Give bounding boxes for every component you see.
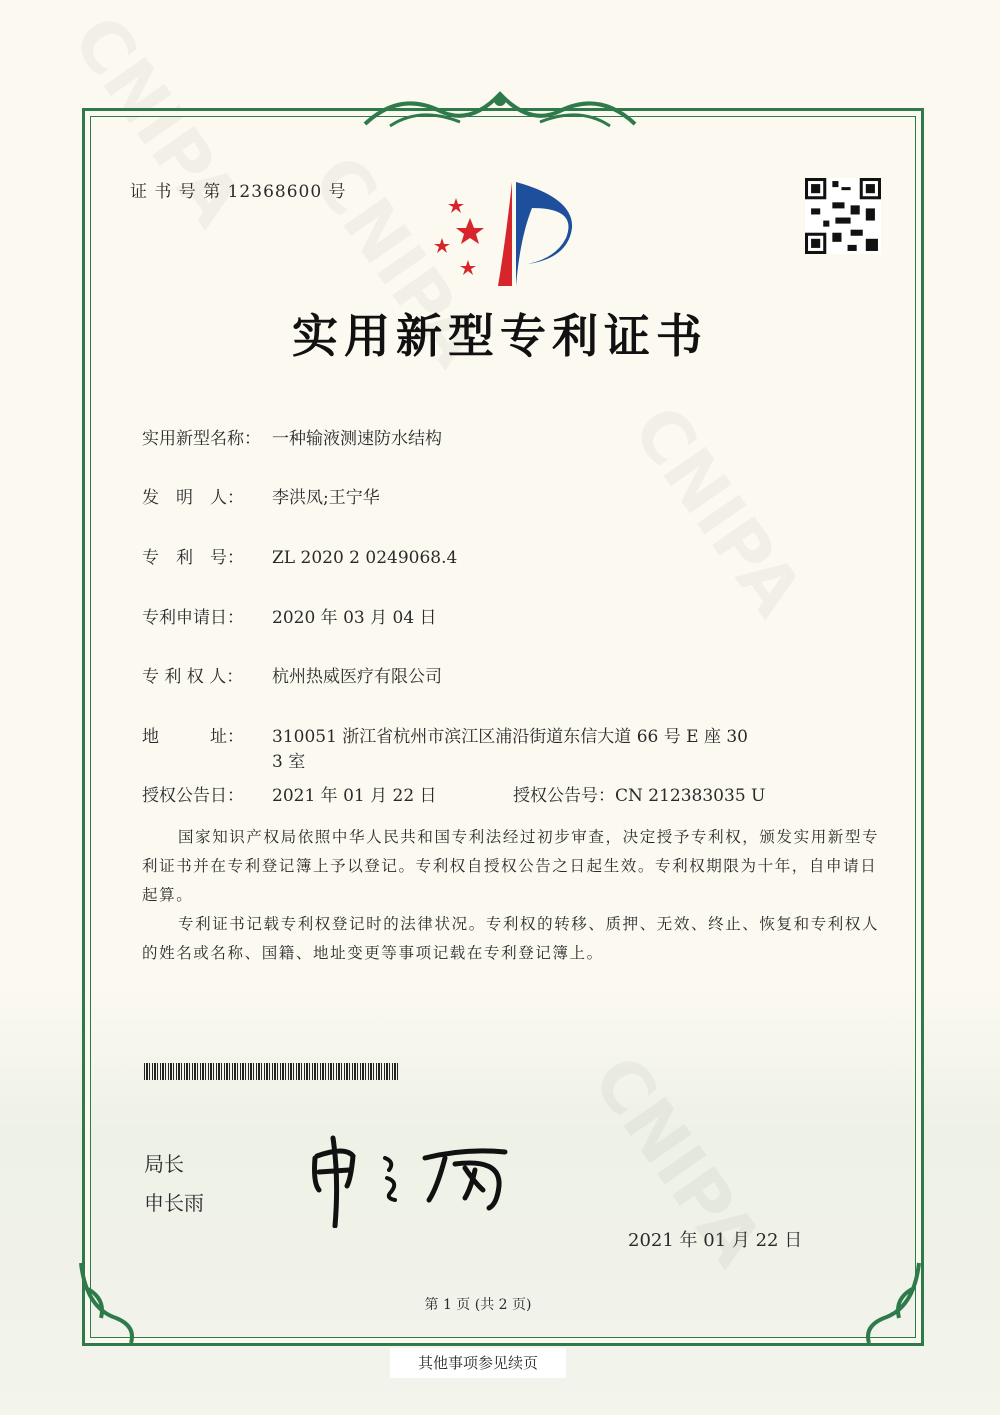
field-patentee: 专 利 权 人： 杭州热威医疗有限公司 — [142, 667, 442, 687]
qr-code-icon — [805, 178, 881, 254]
page-title: 实用新型专利证书 — [292, 309, 708, 363]
page-indicator: 第 1 页 (共 2 页) — [424, 1297, 532, 1313]
certificate-number: 证 书 号 第 12368600 号 — [130, 182, 347, 202]
field-address: 地 址： 310051 浙江省杭州市滨江区浦沿街道东信大道 66 号 E 座 30 — [142, 727, 748, 747]
field-patent-number: 专 利 号： ZL 2020 2 0249068.4 — [142, 548, 458, 568]
field-utility-model-name: 实用新型名称： 一种输液测速防水结构 — [142, 429, 442, 449]
field-inventors: 发 明 人： 李洪凤;王宁华 — [142, 488, 380, 508]
barcode-icon — [144, 1063, 398, 1080]
paragraph-grant-statement: 国家知识产权局依照中华人民共和国专利法经过初步审查，决定授予专利权，颁发实用新型专利证书并在专利登记簿上予以登记。专利权自授权公告之日起生效。专利权期限为十年，自申请日起算。 — [142, 828, 880, 904]
paragraph-legal-status: 专利证书记载专利权登记时的法律状况。专利权的转移、质押、无效、终止、恢复和专利权人的姓名或名称、国籍、地址变更等事项记载在专利登记簿上。 — [142, 915, 880, 962]
continued-note: 其他事项参见续页 — [390, 1348, 566, 1378]
field-application-date: 专利申请日： 2020 年 03 月 04 日 — [142, 608, 437, 628]
field-grant-number: 授权公告号：CN 212383035 U — [513, 786, 766, 806]
field-address-continued: 3 室 — [272, 752, 306, 772]
cnipa-logo-icon — [428, 178, 576, 290]
top-ornament-icon — [360, 86, 640, 132]
signatory-name: 申长雨 — [144, 1191, 204, 1215]
issue-date: 2021 年 01 月 22 日 — [628, 1230, 803, 1251]
signature-icon — [305, 1128, 515, 1228]
field-grant-date: 授权公告日： 2021 年 01 月 22 日 — [142, 786, 437, 806]
signatory-title: 局长 — [144, 1152, 184, 1176]
